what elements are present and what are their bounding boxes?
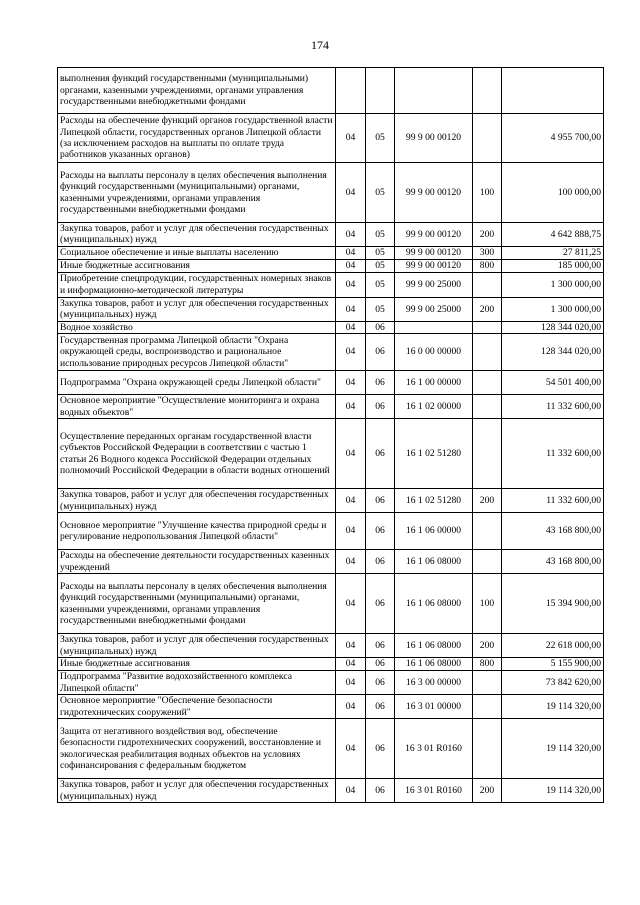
row-section: 04	[336, 634, 366, 658]
table-row	[58, 321, 604, 333]
row-amount: 1 300 000,00	[502, 272, 604, 297]
row-section	[336, 68, 366, 114]
row-name: Государственная программа Липецкой области "Охрана окружающей среды, воспроизводство и рациональное использование природных ресурсов Липецкой области"	[58, 334, 336, 371]
row-expense-type	[473, 719, 502, 779]
row-subsection	[366, 68, 395, 114]
table-row	[58, 272, 604, 297]
row-target-article: 99 9 00 00120	[395, 163, 473, 223]
row-expense-type: 200	[473, 297, 502, 321]
row-name: Закупка товаров, работ и услуг для обеспечения государственных (муниципальных) нужд	[58, 489, 336, 513]
row-target-article: 16 1 06 00000	[395, 513, 473, 550]
row-subsection: 05	[366, 246, 395, 259]
row-subsection: 05	[366, 259, 395, 272]
row-target-article: 99 9 00 25000	[395, 272, 473, 297]
row-section: 04	[336, 489, 366, 513]
row-expense-type: 200	[473, 779, 502, 803]
row-subsection: 06	[366, 489, 395, 513]
row-amount: 19 114 320,00	[502, 695, 604, 719]
row-name: Основное мероприятие "Улучшение качества природной среды и регулирование недропользования Липецкой области"	[58, 513, 336, 550]
row-name: Расходы на обеспечение деятельности государственных казенных учреждений	[58, 550, 336, 574]
row-expense-type	[473, 419, 502, 489]
table-row	[58, 334, 604, 371]
row-section: 04	[336, 779, 366, 803]
row-amount: 19 114 320,00	[502, 779, 604, 803]
row-name: Защита от негативного воздействия вод, обеспечение безопасности гидротехнических сооружений, восстановление и экологическая реабилитация водных объектов на условиях софинансирования с федеральным бюджетом	[58, 719, 336, 779]
budget-table-body	[58, 68, 604, 803]
row-section: 04	[336, 297, 366, 321]
row-target-article: 16 0 00 00000	[395, 334, 473, 371]
row-section: 04	[336, 513, 366, 550]
table-row	[58, 163, 604, 223]
table-row	[58, 719, 604, 779]
row-name: Закупка товаров, работ и услуг для обеспечения государственных (муниципальных) нужд	[58, 779, 336, 803]
row-subsection: 06	[366, 779, 395, 803]
row-amount: 185 000,00	[502, 259, 604, 272]
row-section: 04	[336, 395, 366, 419]
row-section: 04	[336, 695, 366, 719]
row-amount: 128 344 020,00	[502, 321, 604, 333]
row-subsection: 06	[366, 513, 395, 550]
row-subsection: 05	[366, 223, 395, 247]
row-target-article: 16 1 06 08000	[395, 550, 473, 574]
table-row	[58, 223, 604, 247]
table-row	[58, 371, 604, 395]
row-expense-type	[473, 371, 502, 395]
table-row	[58, 695, 604, 719]
row-amount: 43 168 800,00	[502, 550, 604, 574]
row-section: 04	[336, 334, 366, 371]
row-expense-type: 200	[473, 223, 502, 247]
row-expense-type: 800	[473, 259, 502, 272]
row-expense-type: 200	[473, 634, 502, 658]
row-name: Подпрограмма "Развитие водохозяйственного комплекса Липецкой области"	[58, 671, 336, 695]
row-section: 04	[336, 259, 366, 272]
row-target-article: 16 3 01 R0160	[395, 719, 473, 779]
row-section: 04	[336, 223, 366, 247]
row-expense-type	[473, 395, 502, 419]
row-section: 04	[336, 574, 366, 634]
row-expense-type: 800	[473, 658, 502, 671]
row-name: Иные бюджетные ассигнования	[58, 658, 336, 671]
row-subsection: 05	[366, 297, 395, 321]
row-name: Подпрограмма "Охрана окружающей среды Липецкой области"	[58, 371, 336, 395]
row-expense-type: 100	[473, 574, 502, 634]
row-target-article	[395, 68, 473, 114]
row-name: Расходы на выплаты персоналу в целях обеспечения выполнения функций государственными (муниципальными) органами, казенными учреждениями, органами управления государственными внебюджетными фондами	[58, 163, 336, 223]
row-amount: 43 168 800,00	[502, 513, 604, 550]
row-section: 04	[336, 272, 366, 297]
row-amount: 100 000,00	[502, 163, 604, 223]
row-amount: 73 842 620,00	[502, 671, 604, 695]
row-amount: 27 811,25	[502, 246, 604, 259]
table-row	[58, 395, 604, 419]
row-target-article: 16 1 02 51280	[395, 489, 473, 513]
row-target-article: 16 3 00 00000	[395, 671, 473, 695]
row-section: 04	[336, 419, 366, 489]
row-section: 04	[336, 321, 366, 333]
page-number: 174	[311, 38, 329, 52]
row-subsection: 06	[366, 671, 395, 695]
row-expense-type: 200	[473, 489, 502, 513]
row-expense-type: 100	[473, 163, 502, 223]
row-expense-type	[473, 321, 502, 333]
row-subsection: 06	[366, 574, 395, 634]
row-expense-type	[473, 550, 502, 574]
table-row	[58, 779, 604, 803]
row-amount: 1 300 000,00	[502, 297, 604, 321]
table-row	[58, 259, 604, 272]
row-subsection: 06	[366, 334, 395, 371]
row-target-article	[395, 321, 473, 333]
row-subsection: 05	[366, 272, 395, 297]
row-amount: 128 344 020,00	[502, 334, 604, 371]
row-target-article: 16 1 06 08000	[395, 634, 473, 658]
row-amount	[502, 68, 604, 114]
row-subsection: 06	[366, 695, 395, 719]
row-subsection: 06	[366, 419, 395, 489]
row-subsection: 06	[366, 719, 395, 779]
row-amount: 54 501 400,00	[502, 371, 604, 395]
row-amount: 11 332 600,00	[502, 395, 604, 419]
row-target-article: 16 1 06 08000	[395, 574, 473, 634]
row-expense-type	[473, 695, 502, 719]
table-row	[58, 671, 604, 695]
row-target-article: 16 1 00 00000	[395, 371, 473, 395]
row-name: Закупка товаров, работ и услуг для обеспечения государственных (муниципальных) нужд	[58, 297, 336, 321]
row-amount: 4 955 700,00	[502, 114, 604, 163]
table-row	[58, 634, 604, 658]
table-row	[58, 114, 604, 163]
row-expense-type	[473, 114, 502, 163]
row-expense-type	[473, 671, 502, 695]
row-target-article: 99 9 00 00120	[395, 259, 473, 272]
table-row	[58, 246, 604, 259]
row-amount: 19 114 320,00	[502, 719, 604, 779]
row-name: выполнения функций государственными (муниципальными) органами, казенными учреждениями, органами управления государственными внебюджетными фондами	[58, 68, 336, 114]
table-row	[58, 489, 604, 513]
table-row	[58, 297, 604, 321]
row-subsection: 06	[366, 658, 395, 671]
row-amount: 15 394 900,00	[502, 574, 604, 634]
row-target-article: 16 1 02 51280	[395, 419, 473, 489]
table-row	[58, 550, 604, 574]
row-name: Закупка товаров, работ и услуг для обеспечения государственных (муниципальных) нужд	[58, 634, 336, 658]
row-target-article: 16 3 01 R0160	[395, 779, 473, 803]
row-target-article: 16 1 06 08000	[395, 658, 473, 671]
row-subsection: 05	[366, 114, 395, 163]
row-section: 04	[336, 658, 366, 671]
row-target-article: 99 9 00 00120	[395, 114, 473, 163]
row-target-article: 16 3 01 00000	[395, 695, 473, 719]
row-name: Иные бюджетные ассигнования	[58, 259, 336, 272]
table-row	[58, 68, 604, 114]
row-name: Закупка товаров, работ и услуг для обеспечения государственных (муниципальных) нужд	[58, 223, 336, 247]
table-row	[58, 658, 604, 671]
row-section: 04	[336, 114, 366, 163]
row-expense-type: 300	[473, 246, 502, 259]
row-subsection: 06	[366, 550, 395, 574]
row-name: Приобретение спецпродукции, государственных номерных знаков и информационно-методической литературы	[58, 272, 336, 297]
row-target-article: 99 9 00 00120	[395, 223, 473, 247]
table-row	[58, 419, 604, 489]
row-section: 04	[336, 550, 366, 574]
row-expense-type	[473, 513, 502, 550]
row-target-article: 99 9 00 00120	[395, 246, 473, 259]
row-name: Водное хозяйство	[58, 321, 336, 333]
row-name: Основное мероприятие "Осуществление мониторинга и охрана водных объектов"	[58, 395, 336, 419]
row-section: 04	[336, 719, 366, 779]
row-section: 04	[336, 371, 366, 395]
table-row	[58, 513, 604, 550]
row-section: 04	[336, 246, 366, 259]
table-row	[58, 574, 604, 634]
row-name: Расходы на выплаты персоналу в целях обеспечения выполнения функций государственными (муниципальными) органами, казенными учреждениями, органами управления государственными внебюджетными фондами	[58, 574, 336, 634]
row-name: Социальное обеспечение и иные выплаты населению	[58, 246, 336, 259]
budget-table	[57, 67, 604, 803]
row-subsection: 06	[366, 321, 395, 333]
row-subsection: 06	[366, 634, 395, 658]
row-amount: 4 642 888,75	[502, 223, 604, 247]
row-expense-type	[473, 68, 502, 114]
row-expense-type	[473, 272, 502, 297]
row-target-article: 99 9 00 25000	[395, 297, 473, 321]
row-amount: 11 332 600,00	[502, 489, 604, 513]
row-amount: 5 155 900,00	[502, 658, 604, 671]
row-subsection: 05	[366, 163, 395, 223]
row-section: 04	[336, 671, 366, 695]
row-name: Основное мероприятие "Обеспечение безопасности гидротехнических сооружений"	[58, 695, 336, 719]
row-section: 04	[336, 163, 366, 223]
row-amount: 22 618 000,00	[502, 634, 604, 658]
row-subsection: 06	[366, 395, 395, 419]
row-name: Осуществление переданных органам государственной власти субъектов Российской Федерации в соответствии с частью 1 статьи 26 Водного кодекса Российской Федерации отдельных полномочий Российской Федерации в области водных отношений	[58, 419, 336, 489]
row-target-article: 16 1 02 00000	[395, 395, 473, 419]
row-expense-type	[473, 334, 502, 371]
row-subsection: 06	[366, 371, 395, 395]
row-amount: 11 332 600,00	[502, 419, 604, 489]
row-name: Расходы на обеспечение функций органов государственной власти Липецкой области, государственных органов Липецкой области (за исключением расходов на выплаты по оплате труда работников указанных органов)	[58, 114, 336, 163]
